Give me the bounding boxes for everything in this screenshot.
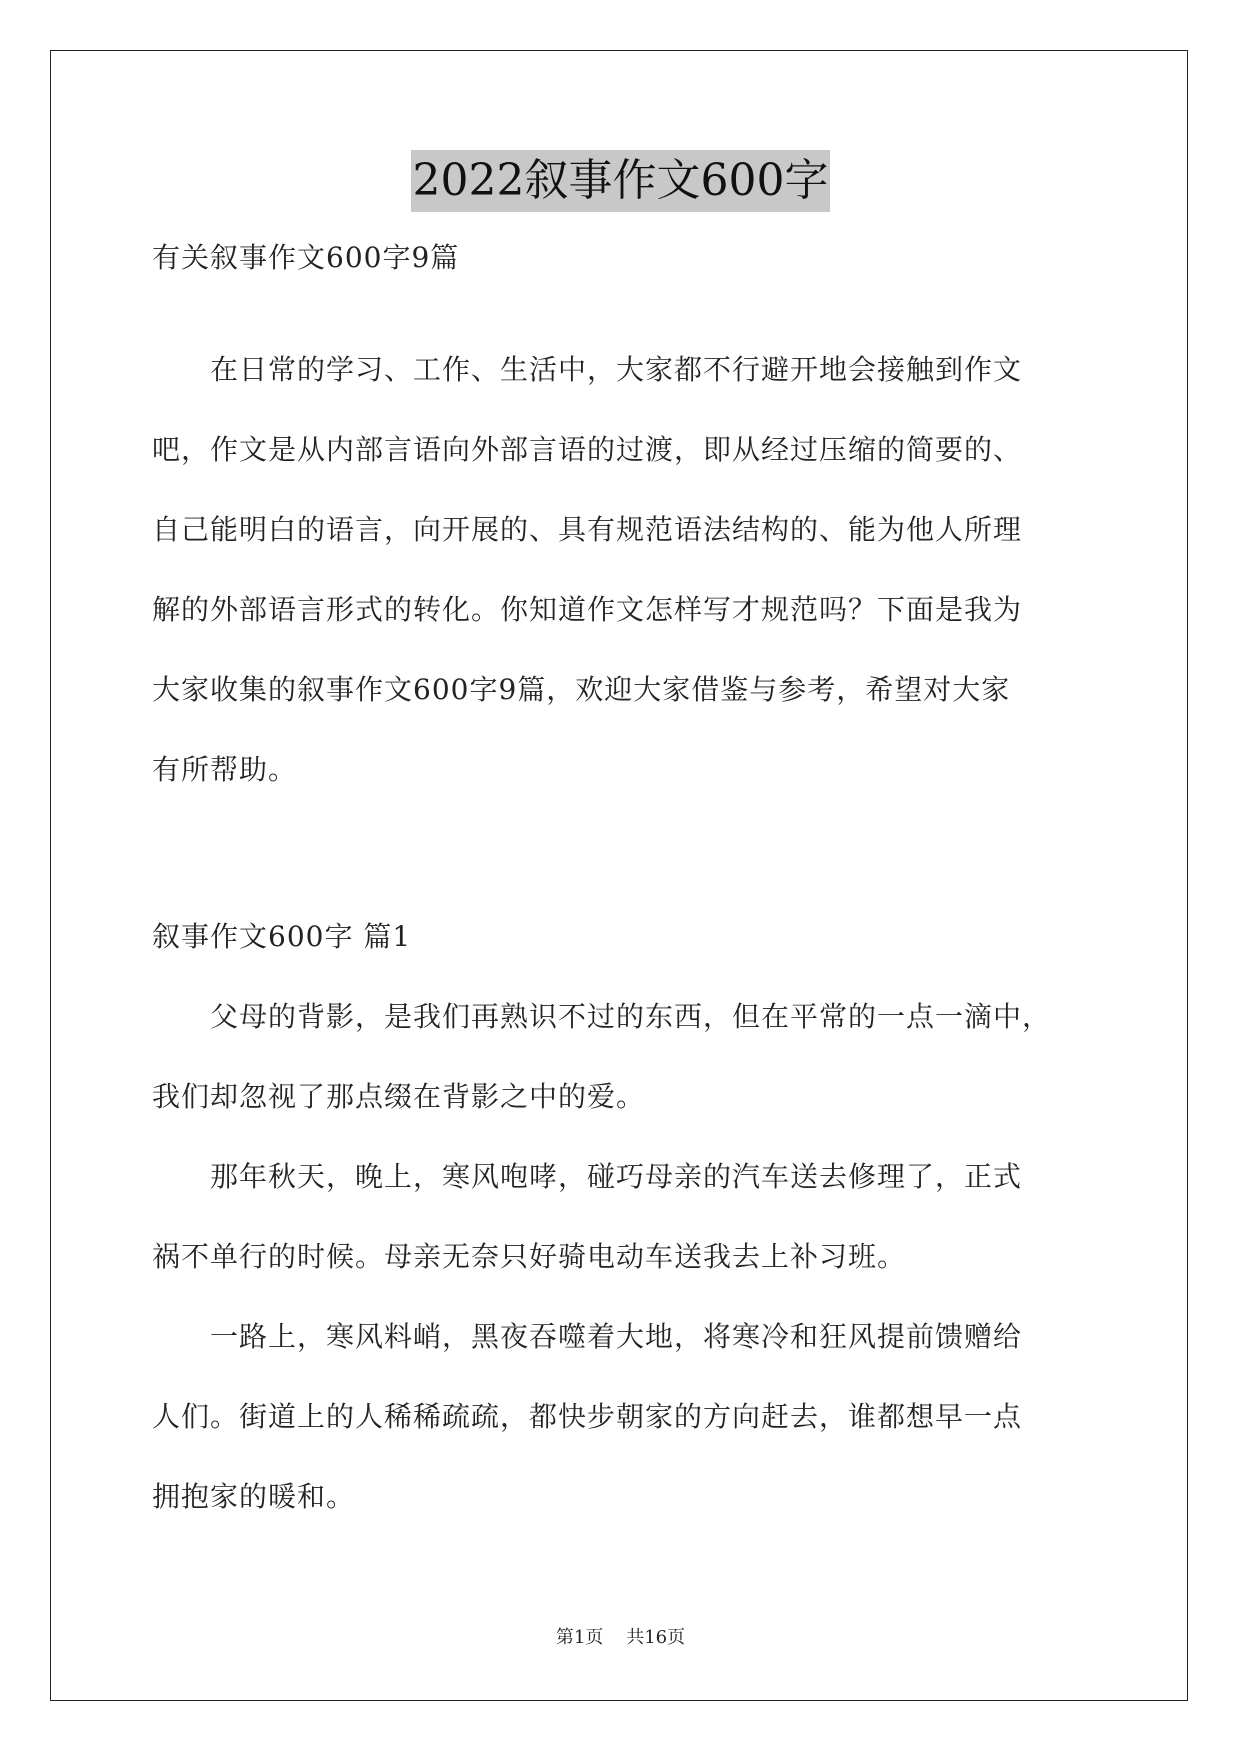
body-line: 在日常的学习、工作、生活中，大家都不行避开地会接触到作文	[152, 353, 1023, 386]
body-line: 那年秋天，晚上，寒风咆哮，碰巧母亲的汽车送去修理了，正式	[152, 1160, 1023, 1193]
body-line: 有所帮助。	[152, 753, 298, 786]
body-line: 祸不单行的时候。母亲无奈只好骑电动车送我去上补习班。	[152, 1240, 907, 1273]
body-line: 一路上，寒风料峭，黑夜吞噬着大地，将寒冷和狂风提前馈赠给	[152, 1320, 1023, 1353]
subtitle-line: 有关叙事作文600字9篇	[152, 241, 460, 274]
body-line: 大家收集的叙事作文600字9篇，欢迎大家借鉴与参考，希望对大家	[152, 673, 1011, 706]
document-title: 2022叙事作文600字	[411, 150, 831, 212]
page-number-label: 第1页 共16页	[555, 1627, 686, 1648]
title-container	[0, 150, 1241, 212]
body-line: 父母的背影，是我们再熟识不过的东西，但在平常的一点一滴中，	[152, 1000, 1052, 1033]
body-line: 人们。街道上的人稀稀疏疏，都快步朝家的方向赶去，谁都想早一点	[152, 1400, 1023, 1433]
body-line: 自己能明白的语言，向开展的、具有规范语法结构的、能为他人所理	[152, 513, 1023, 546]
body-line: 我们却忽视了那点缀在背影之中的爱。	[152, 1080, 646, 1113]
body-line: 解的外部语言形式的转化。你知道作文怎样写才规范吗？下面是我为	[152, 593, 1023, 626]
page-border	[50, 50, 1188, 1701]
body-line: 吧，作文是从内部言语向外部言语的过渡，即从经过压缩的简要的、	[152, 433, 1023, 466]
section-heading: 叙事作文600字 篇1	[152, 920, 412, 953]
page-number	[0, 1623, 1241, 1649]
body-line: 拥抱家的暖和。	[152, 1480, 356, 1513]
